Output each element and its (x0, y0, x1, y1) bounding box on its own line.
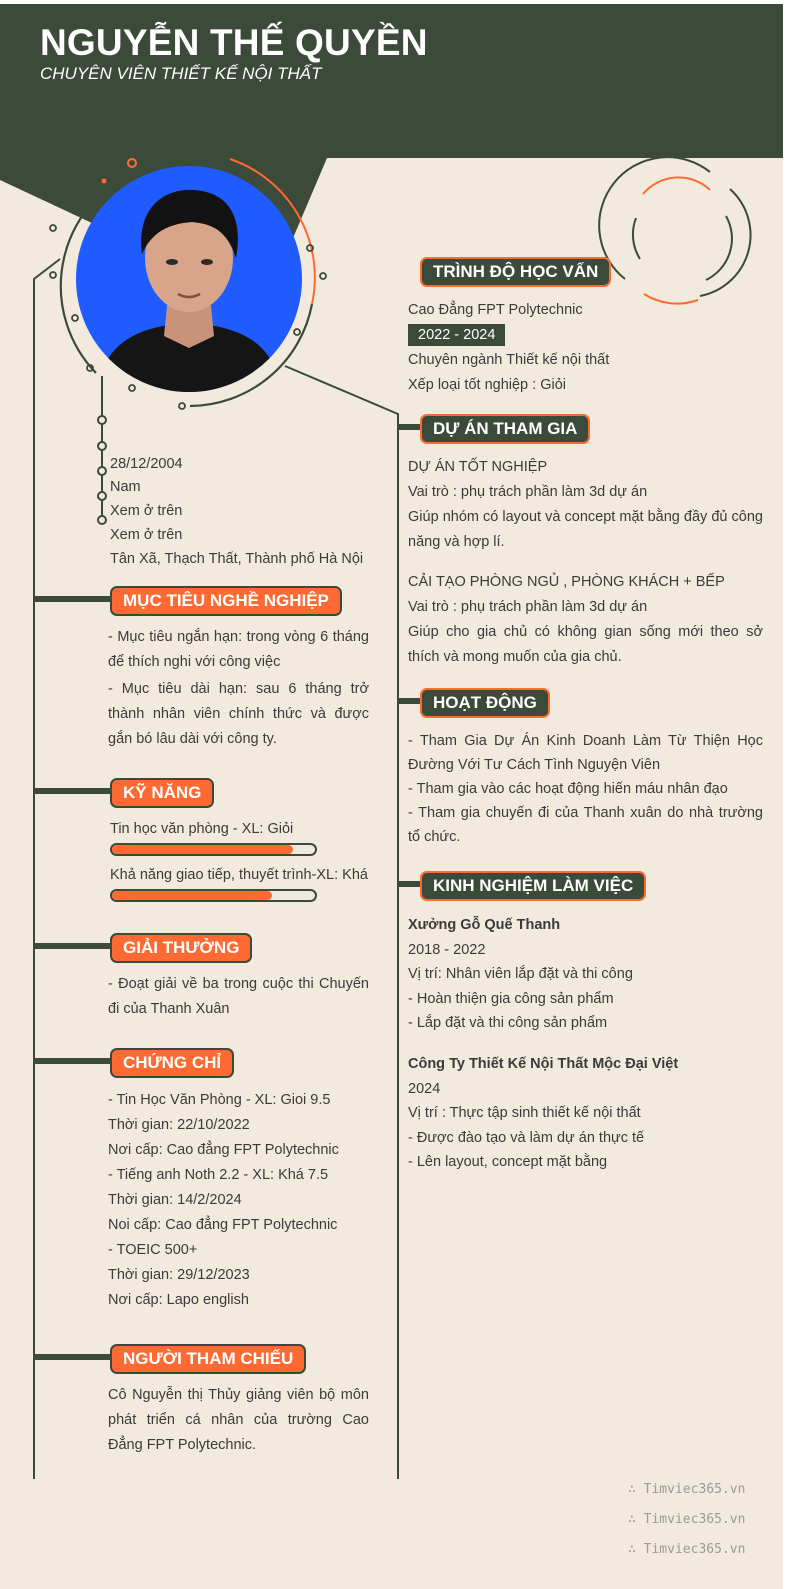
education-block (408, 298, 763, 398)
certificate-line: Noi cấp: Cao đẳng FPT Polytechnic (108, 1217, 338, 1233)
certificate-line: - TOEIC 500+ (108, 1242, 198, 1258)
skills-heading: KỸ NĂNG (110, 778, 214, 808)
job-task: - Lắp đặt và thi công sản phẩm (408, 1015, 608, 1031)
certificates-list (108, 1088, 378, 1313)
job-task: - Hoàn thiện gia công sản phẩm (408, 990, 614, 1007)
job-company: Xưởng Gỗ Quế Thanh (408, 917, 561, 933)
avatar-icon (76, 166, 302, 392)
activity-item: - Tham gia chuyến đi của Thanh xuân do nhà trường tổ chức. (408, 805, 763, 845)
section-connector (34, 943, 112, 949)
birthdate: 28/12/2004 (110, 456, 183, 472)
job-task: - Lên layout, concept mặt bằng (408, 1154, 608, 1170)
skill-bar-fill (112, 891, 272, 900)
certificate-line: Thời gian: 14/2/2024 (108, 1192, 242, 1208)
education-years: 2022 - 2024 (408, 324, 505, 346)
experience-heading: KINH NGHIỆM LÀM VIỆC (420, 871, 646, 901)
skill-bar (110, 843, 317, 856)
watermark: ∴ Timviec365.vn (628, 1542, 746, 1557)
project-item (408, 570, 763, 670)
skill-bar-fill (112, 845, 293, 854)
gender: Nam (110, 479, 141, 495)
project-desc: Giúp nhóm có layout và concept mặt bằng đầy đủ công năng và hợp lí. (408, 509, 763, 550)
project-name: DỰ ÁN TỐT NGHIỆP (408, 459, 548, 475)
address: Tân Xã, Thạch Thất, Thành phố Hà Nội (110, 551, 364, 567)
certificate-line: Nơi cấp: Cao đẳng FPT Polytechnic (108, 1142, 339, 1158)
job-company: Công Ty Thiết Kế Nội Thất Mộc Đại Việt (408, 1056, 679, 1072)
certificate-line: Thời gian: 29/12/2023 (108, 1267, 250, 1283)
watermark: ∴ Timviec365.vn (628, 1482, 746, 1497)
skill-label: Khả năng giao tiếp, thuyết trình-XL: Khá (110, 867, 368, 883)
job-title: CHUYÊN VIÊN THIẾT KẾ NỘI THẤT (40, 64, 322, 83)
references-text: Cô Nguyễn thị Thủy giảng viên bộ môn phát triển cá nhân của trường Cao Đẳng FPT Polytechnic. (108, 1387, 369, 1453)
section-connector (34, 788, 112, 794)
job-period: 2024 (408, 1080, 441, 1097)
activities-heading: HOẠT ĐỘNG (420, 688, 550, 718)
email: Xem ở trên (110, 527, 183, 543)
activity-item: - Tham Gia Dự Án Kinh Doanh Làm Từ Thiện Học Đường Với Tư Cách Tình Nguyện Viên (408, 733, 763, 773)
job-item (408, 1052, 763, 1175)
education-grade: Xếp loại tốt nghiệp : Giỏi (408, 377, 566, 393)
certificates-heading: CHỨNG CHỈ (110, 1048, 234, 1078)
job-item (408, 913, 763, 1036)
education-heading: TRÌNH ĐỘ HỌC VẤN (420, 257, 611, 287)
references-heading: NGƯỜI THAM CHIẾU (110, 1344, 306, 1374)
activity-item: - Tham gia vào các hoạt động hiến máu nhân đạo (408, 781, 728, 797)
section-connector (34, 596, 112, 602)
project-role: Vai trò : phụ trách phần làm 3d dự án (408, 599, 648, 615)
section-connector (398, 881, 422, 887)
project-name: CẢI TẠO PHÒNG NGỦ , PHÒNG KHÁCH + BẾP (408, 574, 725, 590)
certificate-line: - Tiếng anh Noth 2.2 - XL: Khá 7.5 (108, 1167, 329, 1183)
certificate-line: Thời gian: 22/10/2022 (108, 1117, 250, 1133)
objective-long-term: - Mục tiêu dài hạn: sau 6 tháng trở thành nhân viên chính thức và được gắn bó lâu dài với công ty. (108, 681, 369, 747)
section-connector (398, 698, 422, 704)
job-position: Vị trí : Thực tập sinh thiết kế nội thất (408, 1105, 641, 1121)
objective-heading: MỤC TIÊU NGHỀ NGHIỆP (110, 586, 342, 616)
education-school: Cao Đẳng FPT Polytechnic (408, 302, 583, 318)
candidate-name: NGUYỄN THẾ QUYỀN (40, 22, 428, 63)
project-item (408, 455, 763, 555)
job-position: Vị trí: Nhân viên lắp đặt và thi công (408, 966, 633, 982)
certificate-line: - Tin Học Văn Phòng - XL: Gioi 9.5 (108, 1092, 331, 1108)
skill-label: Tin học văn phòng - XL: Giỏi (110, 821, 294, 837)
awards-heading: GIẢI THƯỞNG (110, 933, 252, 963)
watermark: ∴ Timviec365.vn (628, 1512, 746, 1527)
projects-heading: DỰ ÁN THAM GIA (420, 414, 590, 444)
objective-short-term: - Mục tiêu ngắn hạn: trong vòng 6 tháng để thích nghi với công việc (108, 629, 369, 670)
job-period: 2018 - 2022 (408, 941, 486, 958)
job-task: - Được đào tạo và làm dự án thực tế (408, 1129, 645, 1146)
skill-bar (110, 889, 317, 902)
activities-list (408, 729, 763, 849)
cv-page (0, 4, 783, 1589)
education-major: Chuyên ngành Thiết kế nội thất (408, 352, 610, 368)
section-connector (398, 424, 422, 430)
section-connector (34, 1354, 112, 1360)
profile-photo (76, 166, 302, 392)
phone: Xem ở trên (110, 503, 183, 519)
section-connector (34, 1058, 112, 1064)
certificate-line: Nơi cấp: Lapo english (108, 1292, 249, 1308)
awards-text: - Đoạt giải về ba trong cuộc thi Chuyến đi của Thanh Xuân (108, 976, 369, 1017)
project-desc: Giúp cho gia chủ có không gian sống mới theo sở thích và mong muốn của gia chủ. (408, 624, 763, 665)
project-role: Vai trò : phụ trách phần làm 3d dự án (408, 484, 648, 500)
